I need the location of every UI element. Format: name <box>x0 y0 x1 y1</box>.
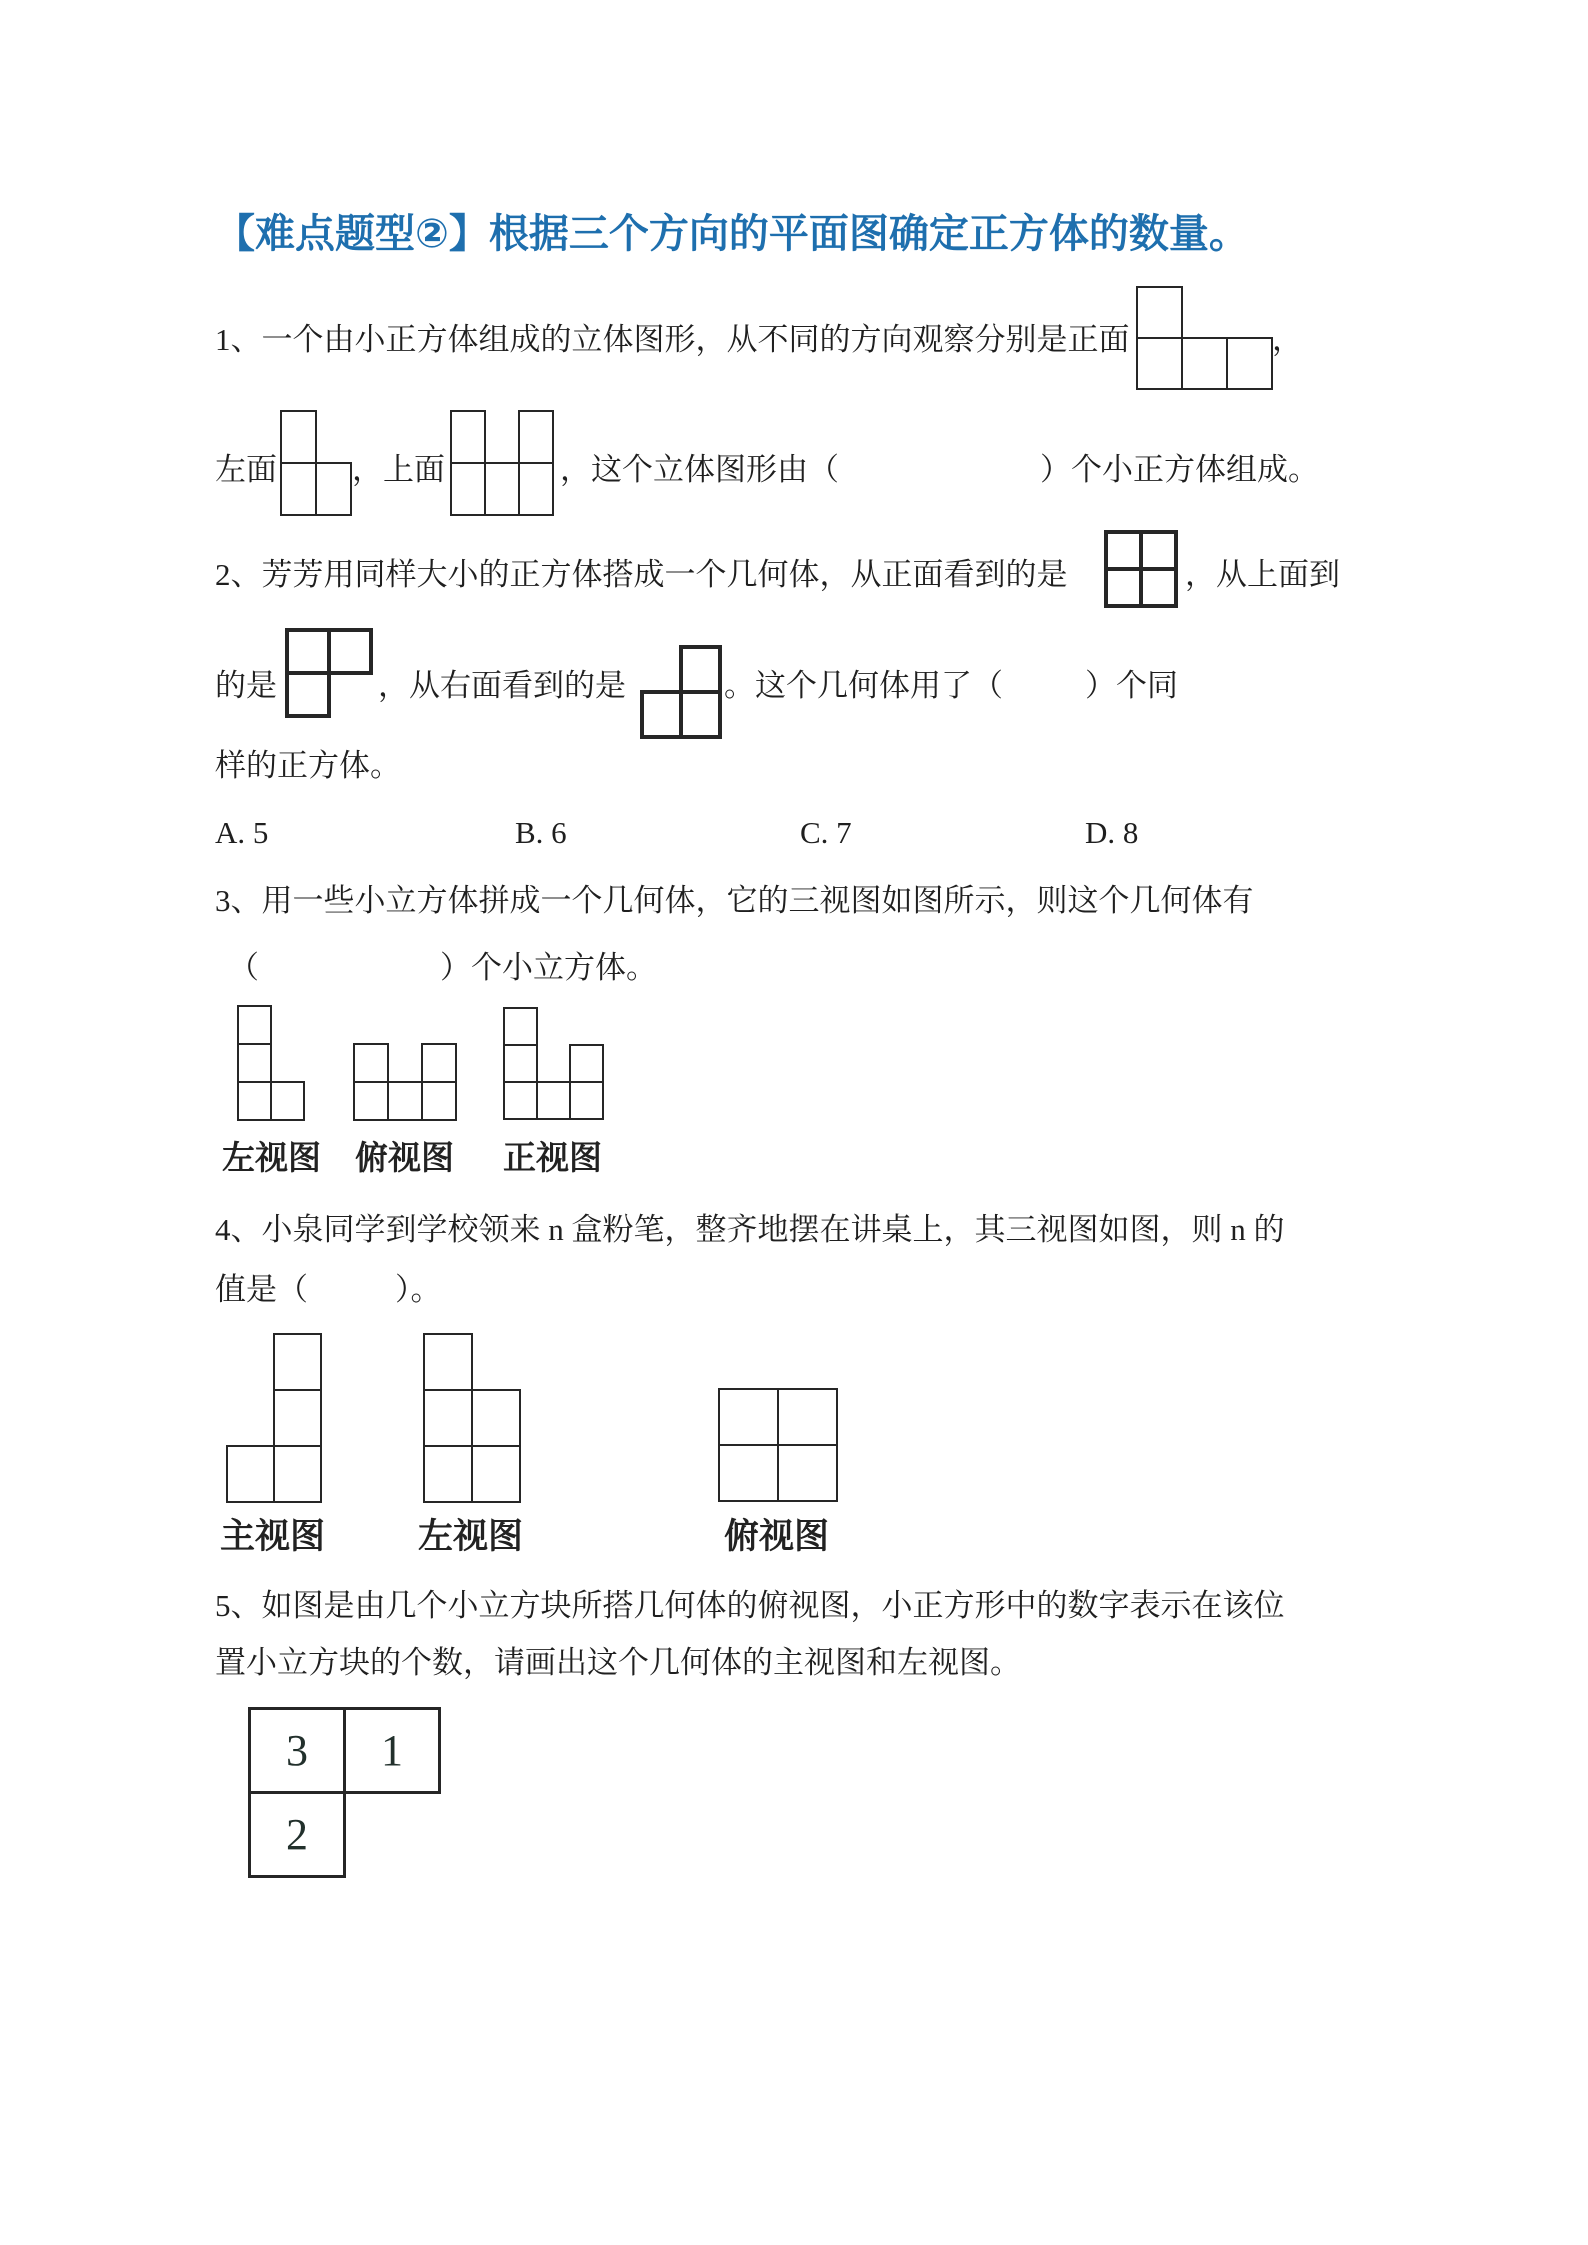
q2-text-blank-open: 。这个几何体用了（ <box>724 668 1003 703</box>
grid-cell <box>471 1445 521 1503</box>
grid-cell <box>237 1043 272 1083</box>
grid-cell <box>273 1445 322 1503</box>
q2-text-blank-close: ）个同 <box>1085 668 1178 703</box>
grid-cell <box>327 628 373 675</box>
grid-cell <box>777 1388 838 1446</box>
grid-cell <box>1136 337 1183 390</box>
grid-cell <box>280 410 317 464</box>
grid-cell: 1 <box>343 1707 441 1794</box>
q2-text-line2-mid: ，从右面看到的是 <box>378 668 626 703</box>
q2-text-line1-end: ，从上面到 <box>1185 557 1340 592</box>
grid-cell <box>1104 567 1143 608</box>
grid-cell <box>569 1081 604 1120</box>
q3-front-view-label: 正视图 <box>503 1139 602 1176</box>
q5-text-line1: 5、如图是由几个小立方块所搭几何体的俯视图，小正方形中的数字表示在该位 <box>215 1588 1285 1623</box>
q3-left-view-label: 左视图 <box>222 1139 321 1176</box>
grid-cell <box>569 1044 604 1083</box>
grid-cell <box>315 462 352 516</box>
page-title: 【难点题型②】根据三个方向的平面图确定正方体的数量。 <box>215 212 1249 256</box>
q4-left-view-label: 左视图 <box>418 1517 524 1556</box>
grid-cell <box>536 1081 571 1120</box>
grid-cell <box>273 1389 322 1447</box>
q3-top-view-label: 俯视图 <box>355 1139 454 1176</box>
grid-cell <box>423 1445 473 1503</box>
q1-left-face-label: 左面 <box>215 452 277 487</box>
grid-cell <box>1104 530 1143 571</box>
grid-cell <box>679 690 722 739</box>
grid-cell <box>471 1389 521 1447</box>
grid-cell <box>280 462 317 516</box>
q3-blank-close: ）个小立方体。 <box>440 950 657 985</box>
q4-blank-open: 值是（ <box>215 1272 308 1307</box>
grid-cell <box>640 690 683 739</box>
q1-text-blank-close: ）个小正方体组成。 <box>1040 452 1319 487</box>
q2-option-c: C. 7 <box>800 815 852 850</box>
q2-option-a: A. 5 <box>215 815 269 850</box>
q1-text-blank-open: ，这个立体图形由（ <box>560 452 839 487</box>
grid-cell <box>423 1389 473 1447</box>
grid-cell <box>421 1081 457 1121</box>
grid-cell <box>503 1007 538 1046</box>
grid-cell <box>423 1333 473 1391</box>
q1-top-face-label: ，上面 <box>352 452 445 487</box>
q2-text-line1: 2、芳芳用同样大小的正方体搭成一个几何体，从正面看到的是 <box>215 557 1068 592</box>
grid-cell <box>450 410 486 464</box>
grid-cell <box>237 1081 272 1121</box>
grid-cell <box>387 1081 423 1121</box>
grid-cell <box>270 1081 305 1121</box>
grid-cell <box>421 1043 457 1083</box>
grid-cell <box>1136 286 1183 339</box>
grid-cell: 3 <box>248 1707 346 1794</box>
grid-cell <box>718 1388 779 1446</box>
q4-top-view-label: 俯视图 <box>724 1517 830 1556</box>
grid-cell: 2 <box>248 1791 346 1878</box>
grid-cell <box>679 645 722 694</box>
q2-text-line3: 样的正方体。 <box>215 748 401 783</box>
grid-cell <box>1226 337 1273 390</box>
q2-option-b: B. 6 <box>515 815 567 850</box>
q2-text-line2-start: 的是 <box>215 668 277 703</box>
grid-cell <box>777 1444 838 1502</box>
q1-comma: ， <box>1272 322 1303 357</box>
grid-cell <box>484 462 520 516</box>
grid-cell <box>518 462 554 516</box>
q3-blank-open: （ <box>228 950 259 985</box>
q4-blank-close: ）。 <box>395 1272 442 1307</box>
grid-cell <box>503 1081 538 1120</box>
q5-text-line2: 置小立方块的个数，请画出这个几何体的主视图和左视图。 <box>215 1645 1021 1680</box>
grid-cell <box>285 628 331 675</box>
grid-cell <box>353 1043 389 1083</box>
grid-cell <box>1139 567 1178 608</box>
q2-option-d: D. 8 <box>1085 815 1139 850</box>
grid-cell <box>353 1081 389 1121</box>
grid-cell <box>450 462 486 516</box>
grid-cell <box>226 1445 275 1503</box>
q4-main-view-label: 主视图 <box>220 1517 326 1556</box>
grid-cell <box>503 1044 538 1083</box>
q1-text-line1: 1、一个由小正方体组成的立体图形，从不同的方向观察分别是正面 <box>215 322 1130 357</box>
grid-cell <box>273 1333 322 1391</box>
grid-cell <box>718 1444 779 1502</box>
grid-cell <box>285 671 331 718</box>
grid-cell <box>1139 530 1178 571</box>
grid-cell <box>237 1005 272 1045</box>
q4-text-line1: 4、小泉同学到学校领来 n 盒粉笔，整齐地摆在讲桌上，其三视图如图，则 n 的 <box>215 1212 1285 1247</box>
grid-cell <box>518 410 554 464</box>
q3-text-line1: 3、用一些小立方体拼成一个几何体，它的三视图如图所示，则这个几何体有 <box>215 883 1254 918</box>
grid-cell <box>1181 337 1228 390</box>
